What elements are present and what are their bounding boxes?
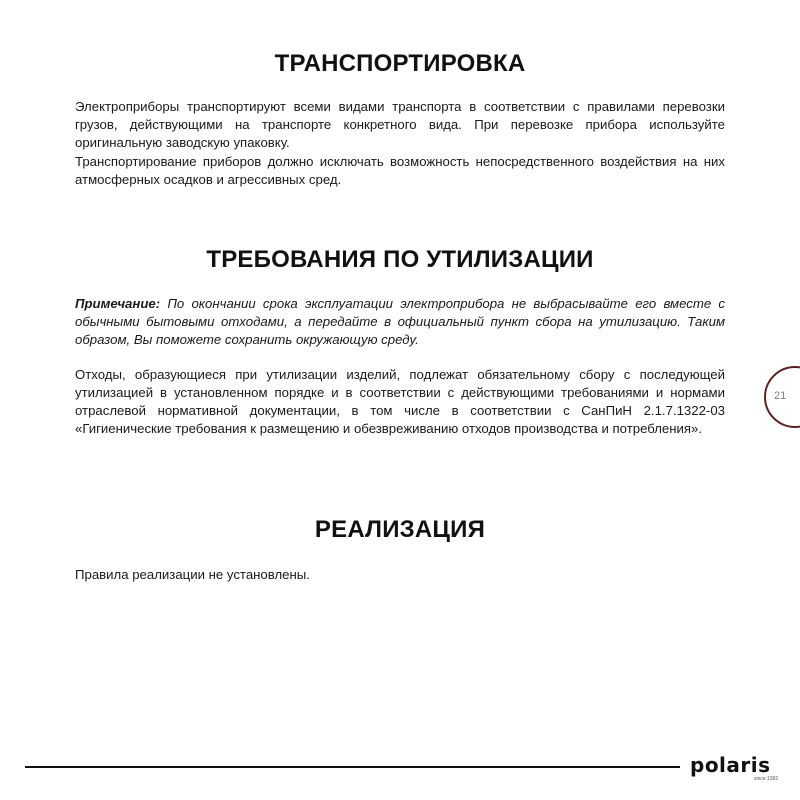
transport-paragraph-1: Электроприборы транспортируют всеми видами транспорта в соответствии с правилами перевозки грузов, действующими на транспорте конкретного вида. При перевозке прибора используйте оригинальную заводскую упаковку. <box>75 99 725 150</box>
sales-paragraph: Правила реализации не установлены. <box>75 567 310 582</box>
logo-tagline: since 1992 <box>754 776 779 782</box>
sales-heading: РЕАЛИЗАЦИЯ <box>314 516 486 543</box>
note-label: Примечание: <box>75 296 161 311</box>
note-text: По окончании срока эксплуатации электроприбора не выбрасывайте его вместе с обычными бытовыми отходами, а передайте в официальный пункт сбора на утилизацию. Таким образом, Вы поможете сохранить окружающую среду. <box>75 296 725 347</box>
disposal-heading: ТРЕБОВАНИЯ ПО УТИЛИЗАЦИИ <box>206 246 594 273</box>
disposal-paragraph: Отходы, образующиеся при утилизации изделий, подлежат обязательному сбору с последующей утилизацией в установленном порядке и в соответствии с действующими требованиями и нормами отраслевой нормативной документации, в том числе в соответствии с СанПиН 2.1.7.1322-03 «Гигиенические требования к размещению и обезвреживанию отходов производства и потребления». <box>75 367 725 436</box>
page-number: 21 <box>774 390 787 402</box>
footer-divider <box>25 766 680 768</box>
polaris-logo: polaris <box>690 753 771 777</box>
transport-paragraph-2: Транспортирование приборов должно исключать возможность непосредственного воздействия на них атмосферных осадков и агрессивных сред. <box>75 154 725 187</box>
disposal-note <box>75 295 725 349</box>
transport-heading: ТРАНСПОРТИРОВКА <box>274 50 526 77</box>
